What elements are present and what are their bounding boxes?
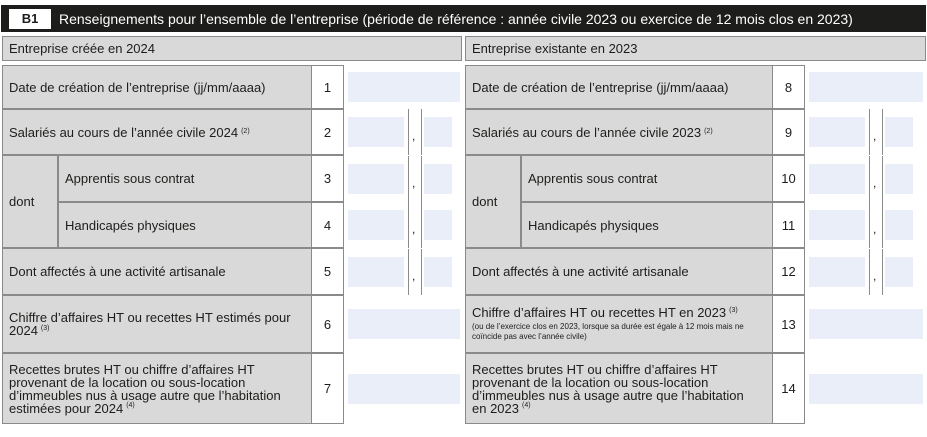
row-number: 8 <box>773 65 805 109</box>
row-8 <box>465 65 926 109</box>
handicapped-integer-input[interactable] <box>348 210 404 240</box>
fields <box>344 109 462 155</box>
fields <box>805 248 926 295</box>
label-text: Chiffre d’affaires HT ou recettes HT estimés pour 2024 <box>9 310 291 338</box>
footnote-ref: (4) <box>126 402 135 410</box>
row-label <box>58 202 312 248</box>
dont-label: dont <box>465 155 521 248</box>
row-7 <box>2 353 462 424</box>
label-text: Handicapés physiques <box>528 217 659 233</box>
label-text: Apprentis sous contrat <box>65 171 195 186</box>
fields <box>805 109 926 155</box>
employees-integer-input[interactable] <box>348 117 404 147</box>
right-column <box>465 36 926 424</box>
rental-income-estimate-input[interactable] <box>348 374 460 404</box>
right-section-title: Entreprise existante en 2023 <box>465 36 926 61</box>
decimal-separator <box>869 249 883 295</box>
turnover-estimate-input[interactable] <box>348 309 460 339</box>
row-label <box>2 295 312 353</box>
decimal-separator <box>869 156 883 202</box>
label-wrap <box>9 311 303 337</box>
row-number: 12 <box>773 248 805 295</box>
comma: , <box>412 222 416 236</box>
section-badge: B1 <box>9 9 51 29</box>
fields <box>805 65 926 109</box>
comma: , <box>873 129 877 143</box>
decimal-separator <box>869 109 883 155</box>
apprentices-decimal-input[interactable] <box>424 164 452 194</box>
row-label <box>521 202 773 248</box>
fields <box>344 353 462 424</box>
label-text: Chiffre d’affaires HT ou recettes HT en 2023 <box>472 305 727 320</box>
row-10 <box>521 155 926 202</box>
row-3 <box>58 155 462 202</box>
row-label: Salariés au cours de l’année civile 2023 (2) <box>465 109 773 155</box>
label-wrap <box>9 363 297 415</box>
label-text: Dont affectés à une activité artisanale <box>472 264 689 279</box>
row-number: 14 <box>773 353 805 424</box>
comma: , <box>873 222 877 236</box>
decimal-separator <box>408 202 422 248</box>
artisanal-decimal-input[interactable] <box>424 257 452 287</box>
row-number: 3 <box>312 155 344 202</box>
row-1 <box>2 65 462 109</box>
row-number: 13 <box>773 295 805 353</box>
row-9 <box>465 109 926 155</box>
label-text: Salariés au cours de l’année civile 2023 <box>472 124 702 140</box>
fields <box>805 202 926 248</box>
creation-date-input[interactable] <box>348 72 460 102</box>
label-text: Date de création de l’entreprise (jj/mm/aaaa) <box>472 79 729 95</box>
fields <box>805 353 926 424</box>
creation-date-input[interactable] <box>809 72 923 102</box>
label-text: Apprentis sous contrat <box>528 171 658 186</box>
fields <box>805 155 926 202</box>
comma: , <box>873 175 877 190</box>
comma: , <box>412 175 416 190</box>
artisanal-decimal-input[interactable] <box>885 257 913 287</box>
dont-label: dont <box>2 155 58 248</box>
label-text: Recettes brutes HT ou chiffre d’affaires HT provenant de la location ou sous-location d’immeubles nus à usage autre que l’habitation estimées pour 2024 <box>9 361 281 416</box>
comma: , <box>873 268 877 283</box>
decimal-separator <box>408 156 422 202</box>
row-label <box>58 155 312 202</box>
row-5 <box>2 248 462 295</box>
label-text: Date de création de l’entreprise (jj/mm/aaaa) <box>9 79 266 95</box>
comma: , <box>412 268 416 283</box>
label-wrap <box>472 363 758 415</box>
row-number: 11 <box>773 202 805 248</box>
fields <box>805 295 926 353</box>
row-number: 2 <box>312 109 344 155</box>
fields <box>344 295 462 353</box>
row-label: Salariés au cours de l’année civile 2024 (2) <box>2 109 312 155</box>
label-text: Salariés au cours de l’année civile 2024 <box>9 124 239 140</box>
label-text: Recettes brutes HT ou chiffre d’affaires HT provenant de la location ou sous-location d’immeubles nus à usage autre que l’habitation en 2023 <box>472 361 744 416</box>
row-13 <box>465 295 926 353</box>
row-label <box>2 65 312 109</box>
row-14 <box>465 353 926 424</box>
fields <box>344 155 462 202</box>
left-column <box>2 36 462 424</box>
rental-income-input[interactable] <box>809 374 923 404</box>
footnote-ref: (3) <box>40 324 50 332</box>
dont-group <box>2 155 462 248</box>
row-number: 7 <box>312 353 344 424</box>
label-text: Handicapés physiques <box>65 217 196 233</box>
employees-integer-input[interactable] <box>809 117 865 147</box>
row-label <box>465 248 773 295</box>
row-number: 1 <box>312 65 344 109</box>
label-note: (ou de l’exercice clos en 2023, lorsque sa durée est égale à 12 mois mais ne coïncide pas avec l’année civile) <box>472 322 744 341</box>
footnote-ref: (3) <box>729 306 738 314</box>
handicapped-decimal-input[interactable] <box>424 210 452 240</box>
decimal-separator <box>869 202 883 248</box>
dont-group <box>465 155 926 248</box>
fields <box>344 65 462 109</box>
fields <box>344 248 462 295</box>
row-number: 5 <box>312 248 344 295</box>
row-12 <box>465 248 926 295</box>
row-label <box>465 353 773 424</box>
label-text: Dont affectés à une activité artisanale <box>9 264 226 279</box>
row-label <box>521 155 773 202</box>
comma: , <box>412 129 416 143</box>
decimal-separator <box>408 249 422 295</box>
footnote-ref: (4) <box>522 402 531 410</box>
row-2 <box>2 109 462 155</box>
row-label <box>465 295 773 353</box>
row-number: 6 <box>312 295 344 353</box>
handicapped-integer-input[interactable] <box>809 210 865 240</box>
handicapped-decimal-input[interactable] <box>885 210 913 240</box>
label-wrap <box>472 306 768 342</box>
row-number: 4 <box>312 202 344 248</box>
row-4 <box>58 202 462 248</box>
row-number: 9 <box>773 109 805 155</box>
left-section-title: Entreprise créée en 2024 <box>2 36 462 61</box>
turnover-input[interactable] <box>809 309 923 339</box>
row-6 <box>2 295 462 353</box>
employees-decimal-input[interactable] <box>424 117 452 147</box>
apprentices-decimal-input[interactable] <box>885 164 913 194</box>
row-11 <box>521 202 926 248</box>
apprentices-integer-input[interactable] <box>809 164 865 194</box>
artisanal-integer-input[interactable] <box>809 257 865 287</box>
section-header <box>1 5 926 32</box>
row-number: 10 <box>773 155 805 202</box>
row-label <box>2 248 312 295</box>
section-title: Renseignements pour l’ensemble de l’entreprise (période de référence : année civile 2023 ou exercice de 12 mois clos en 2023) <box>59 10 853 27</box>
decimal-separator <box>408 109 422 155</box>
row-label <box>465 65 773 109</box>
employees-decimal-input[interactable] <box>885 117 913 147</box>
fields <box>344 202 462 248</box>
artisanal-integer-input[interactable] <box>348 257 404 287</box>
apprentices-integer-input[interactable] <box>348 164 404 194</box>
row-label <box>2 353 312 424</box>
